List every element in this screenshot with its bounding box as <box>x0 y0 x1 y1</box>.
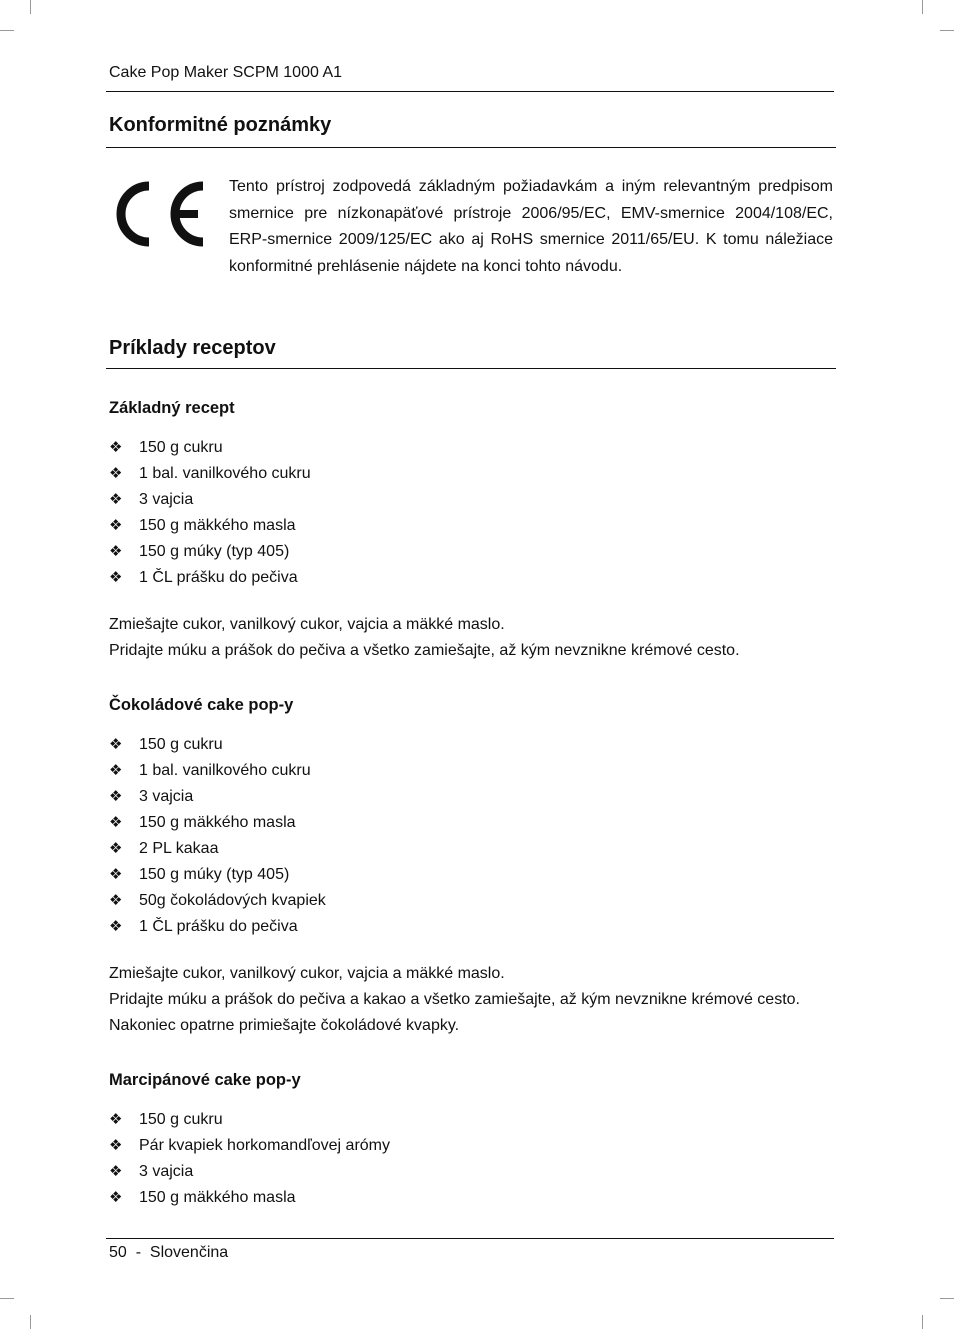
bullet-icon: ❖ <box>109 1137 123 1154</box>
bullet-icon: ❖ <box>109 918 123 935</box>
bullet-icon: ❖ <box>109 1163 123 1180</box>
crop-mark <box>0 1298 14 1299</box>
list-item: ❖ 150 g múky (typ 405) <box>109 539 311 565</box>
bullet-icon: ❖ <box>109 762 123 779</box>
list-item: ❖ 50g čokoládových kvapiek <box>109 888 326 914</box>
list-item: ❖ Pár kvapiek horkomandľovej arómy <box>109 1133 390 1159</box>
bullet-icon: ❖ <box>109 814 123 831</box>
chocolate-recipe-title: Čokoládové cake pop-y <box>109 696 294 714</box>
chocolate-instructions <box>109 961 800 1039</box>
list-item: ❖ 1 bal. vanilkového cukru <box>109 461 311 487</box>
basic-ingredient-list <box>109 435 311 591</box>
list-item: ❖ 2 PL kakaa <box>109 836 326 862</box>
chocolate-ingredient-list <box>109 732 326 940</box>
instruction-line: Pridajte múku a prášok do pečiva a všetko zamiešajte, až kým nevznikne krémové cesto. <box>109 642 740 659</box>
section-rule <box>106 368 836 369</box>
footer-language: Slovenčina <box>149 1244 229 1261</box>
marzipan-ingredient-list <box>109 1107 390 1211</box>
bullet-icon: ❖ <box>109 517 123 534</box>
bullet-icon: ❖ <box>109 543 123 560</box>
list-item: ❖ 3 vajcia <box>109 784 326 810</box>
instruction-line: Zmiešajte cukor, vanilkový cukor, vajcia a mäkké maslo. <box>109 616 505 633</box>
list-item: ❖ 150 g múky (typ 405) <box>109 862 326 888</box>
list-item: ❖ 3 vajcia <box>109 1159 390 1185</box>
crop-mark <box>940 1298 954 1299</box>
crop-mark <box>0 30 14 31</box>
bullet-icon: ❖ <box>109 736 123 753</box>
bullet-icon: ❖ <box>109 465 123 482</box>
basic-recipe-title: Základný recept <box>109 399 235 417</box>
bullet-icon: ❖ <box>109 892 123 909</box>
instruction-line: Zmiešajte cukor, vanilkový cukor, vajcia a mäkké maslo. <box>109 965 505 982</box>
bullet-icon: ❖ <box>109 1189 123 1206</box>
instruction-line: Nakoniec opatrne primiešajte čokoládové kvapky. <box>109 1017 460 1034</box>
recipes-heading: Príklady receptov <box>109 337 276 359</box>
crop-mark <box>30 1315 31 1329</box>
list-item: ❖ 150 g cukru <box>109 732 326 758</box>
page-number: 50 <box>109 1244 127 1261</box>
bullet-icon: ❖ <box>109 866 123 883</box>
header-rule <box>106 91 834 92</box>
marzipan-recipe-title: Marcipánové cake pop-y <box>109 1071 301 1089</box>
list-item: ❖ 150 g mäkkého masla <box>109 810 326 836</box>
crop-mark <box>940 30 954 31</box>
crop-mark <box>922 1315 923 1329</box>
list-item: ❖ 3 vajcia <box>109 487 311 513</box>
footer-rule <box>106 1238 834 1239</box>
crop-mark <box>30 0 31 14</box>
document-header-title: Cake Pop Maker SCPM 1000 A1 <box>109 64 343 81</box>
ce-mark-icon <box>108 178 208 250</box>
bullet-icon: ❖ <box>109 840 123 857</box>
instruction-line: Pridajte múku a prášok do pečiva a kakao a všetko zamiešajte, až kým nevznikne krémové cesto. <box>109 991 800 1008</box>
list-item: ❖ 1 ČL prášku do pečiva <box>109 914 326 940</box>
list-item: ❖ 1 bal. vanilkového cukru <box>109 758 326 784</box>
bullet-icon: ❖ <box>109 1111 123 1128</box>
bullet-icon: ❖ <box>109 569 123 586</box>
list-item: ❖ 1 ČL prášku do pečiva <box>109 565 311 591</box>
list-item: ❖ 150 g mäkkého masla <box>109 1185 390 1211</box>
footer-separator: - <box>135 1244 142 1261</box>
bullet-icon: ❖ <box>109 788 123 805</box>
basic-instructions <box>109 612 740 664</box>
list-item: ❖ 150 g cukru <box>109 1107 390 1133</box>
bullet-icon: ❖ <box>109 439 123 456</box>
list-item: ❖ 150 g cukru <box>109 435 311 461</box>
section-rule <box>106 147 836 148</box>
list-item: ❖ 150 g mäkkého masla <box>109 513 311 539</box>
conformity-heading: Konformitné poznámky <box>109 114 332 136</box>
bullet-icon: ❖ <box>109 491 123 508</box>
conformity-text: Tento prístroj zodpovedá základným požiadavkám a iným relevantným predpisom smernice pre nízkonapäťové prístroje 2006/95/EC, EMV-smernice 2004/108/EC, ERP-smernice 2009/125/EC ako aj RoHS smernice 2011/65/EU. K tomu náležiace konformitné prehlásenie nájdete na konci tohto návodu. <box>229 178 833 275</box>
crop-mark <box>922 0 923 14</box>
page-footer <box>109 1244 228 1262</box>
